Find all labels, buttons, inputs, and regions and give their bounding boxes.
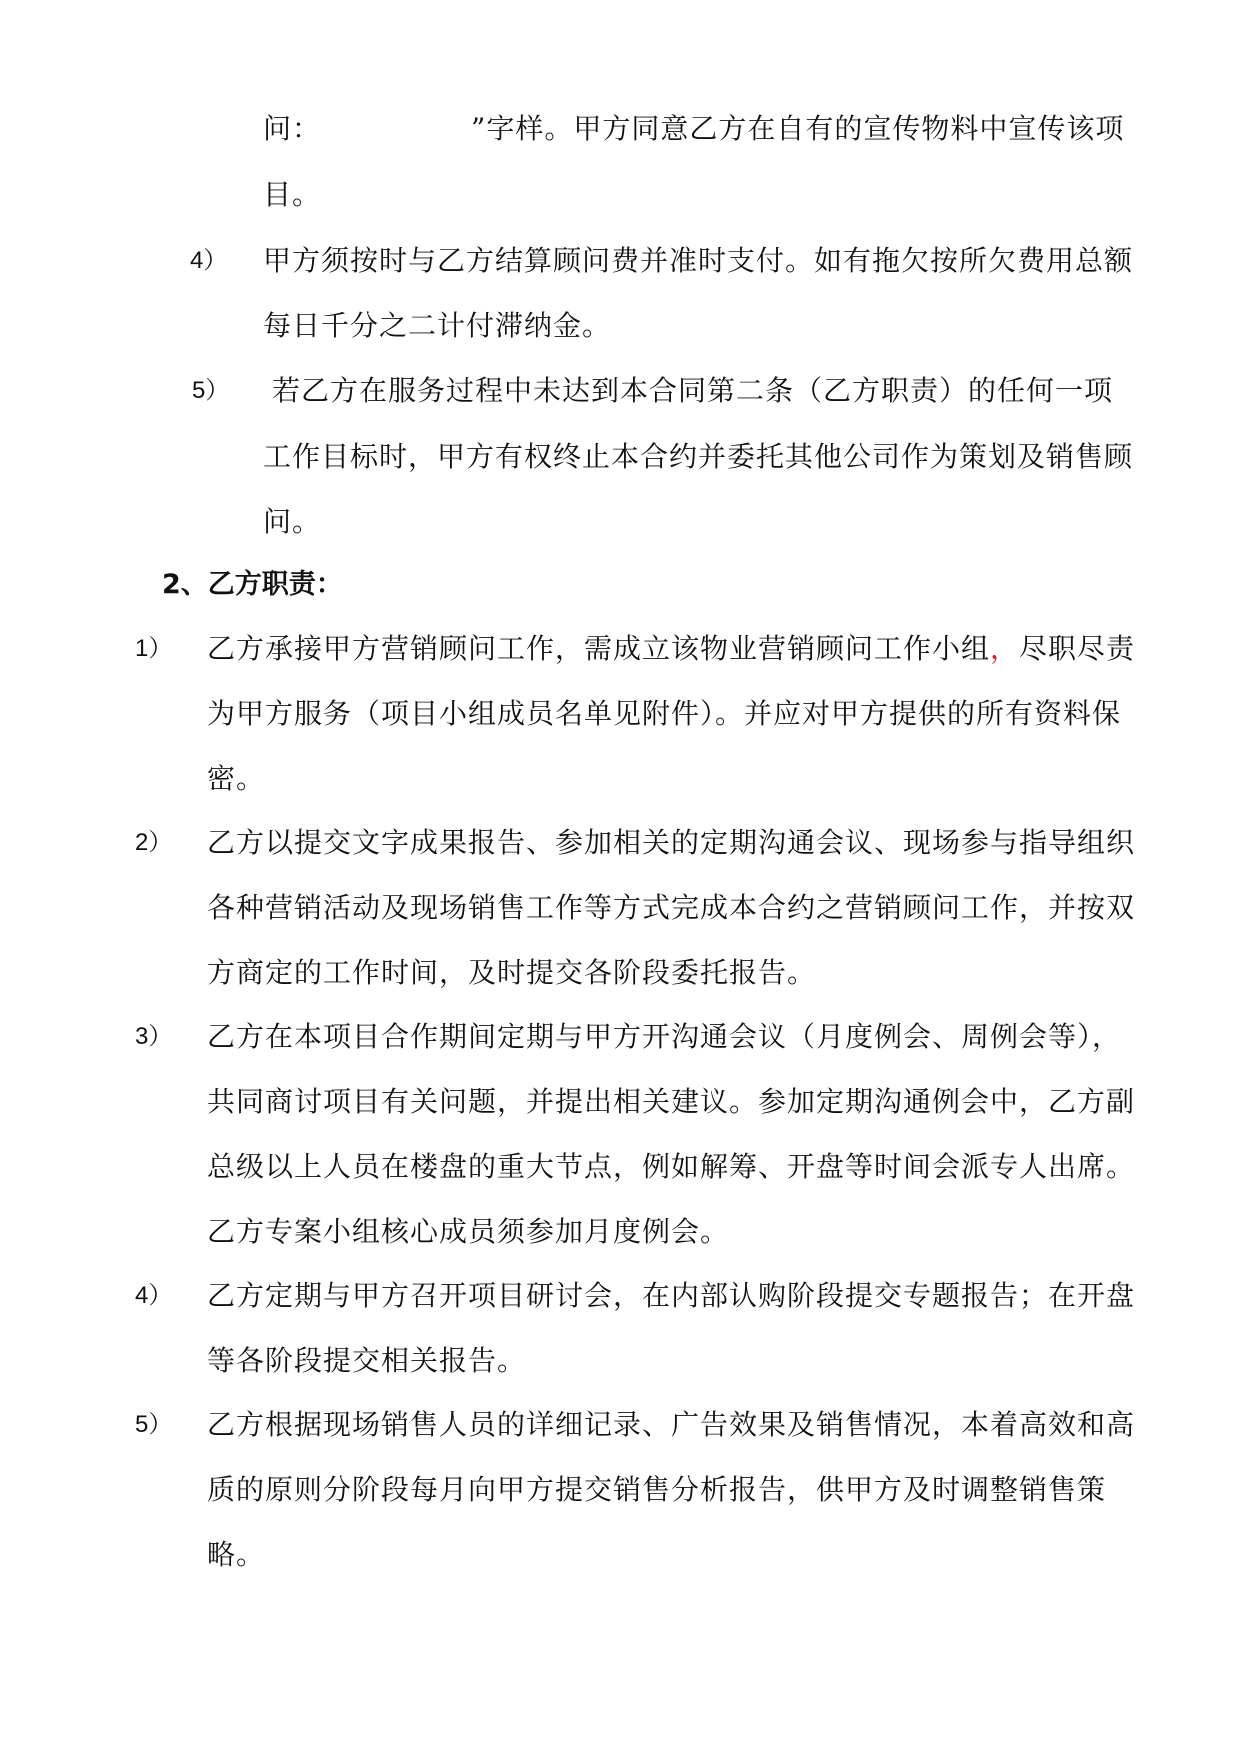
duty1-line1 [207,632,1135,666]
duty1-number: 1） [135,635,173,662]
item5-line2: 工作目标时，甲方有权终止本合约并委托其他公司作为策划及销售顾 [263,440,1134,473]
duty1-line3: 密。 [207,762,266,795]
item4-number: 4） [190,247,228,274]
duty1-line1-b: 尽职尽责 [1019,632,1136,665]
item5-line1: 若乙方在服务过程中未达到本合同第二条（乙方职责）的任何一项 [272,374,1114,407]
duty4-line1: 乙方定期与甲方召开项目研讨会，在内部认购阶段提交专题报告；在开盘 [207,1279,1136,1312]
item3-line1 [263,112,1124,146]
duty5-line2: 质的原则分阶段每月向甲方提交销售分析报告，供甲方及时调整销售策 [207,1473,1107,1506]
item4-line1: 甲方须按时与乙方结算顾问费并准时支付。如有拖欠按所欠费用总额 [263,244,1134,277]
item5-line3: 问。 [263,505,322,538]
section2-heading: 2、乙方职责： [162,569,343,600]
duty2-line1: 乙方以提交文字成果报告、参加相关的定期沟通会议、现场参与指导组织 [207,826,1136,859]
duty3-line1: 乙方在本项目合作期间定期与甲方开沟通会议（月度例会、周例会等）， [207,1020,1122,1053]
duty3-line3: 总级以上人员在楼盘的重大节点，例如解筹、开盘等时间会派专人出席。 [207,1150,1136,1183]
duty1-red-comma: ， [990,632,1020,665]
duty5-line3: 略。 [207,1538,266,1571]
item3-line1-b: ”字样。甲方同意乙方在自有的宣传物料中宣传该项 [471,112,1125,145]
item3-line1-a: 问： [263,112,322,145]
duty3-line2: 共同商讨项目有关问题，并提出相关建议。参加定期沟通例会中，乙方副 [207,1085,1136,1118]
item5-number: 5） [192,377,230,404]
duty2-number: 2） [135,829,173,856]
duty4-line2: 等各阶段提交相关报告。 [207,1344,527,1377]
duty1-line1-a: 乙方承接甲方营销顾问工作，需成立该物业营销顾问工作小组 [207,632,991,665]
duty2-line2: 各种营销活动及现场销售工作等方式完成本合约之营销顾问工作，并按双 [207,891,1136,924]
duty5-number: 5） [135,1411,173,1438]
duty4-number: 4） [135,1282,173,1309]
duty5-line1: 乙方根据现场销售人员的详细记录、广告效果及销售情况，本着高效和高 [207,1408,1136,1441]
duty3-line4: 乙方专案小组核心成员须参加月度例会。 [207,1215,730,1248]
duty1-line2: 为甲方服务（项目小组成员名单见附件）。并应对甲方提供的所有资料保 [207,697,1122,730]
duty3-number: 3） [135,1023,173,1050]
item4-line2: 每日千分之二计付滞纳金。 [263,309,612,342]
item3-line2: 目。 [263,178,322,211]
duty2-line3: 方商定的工作时间，及时提交各阶段委托报告。 [207,956,817,989]
